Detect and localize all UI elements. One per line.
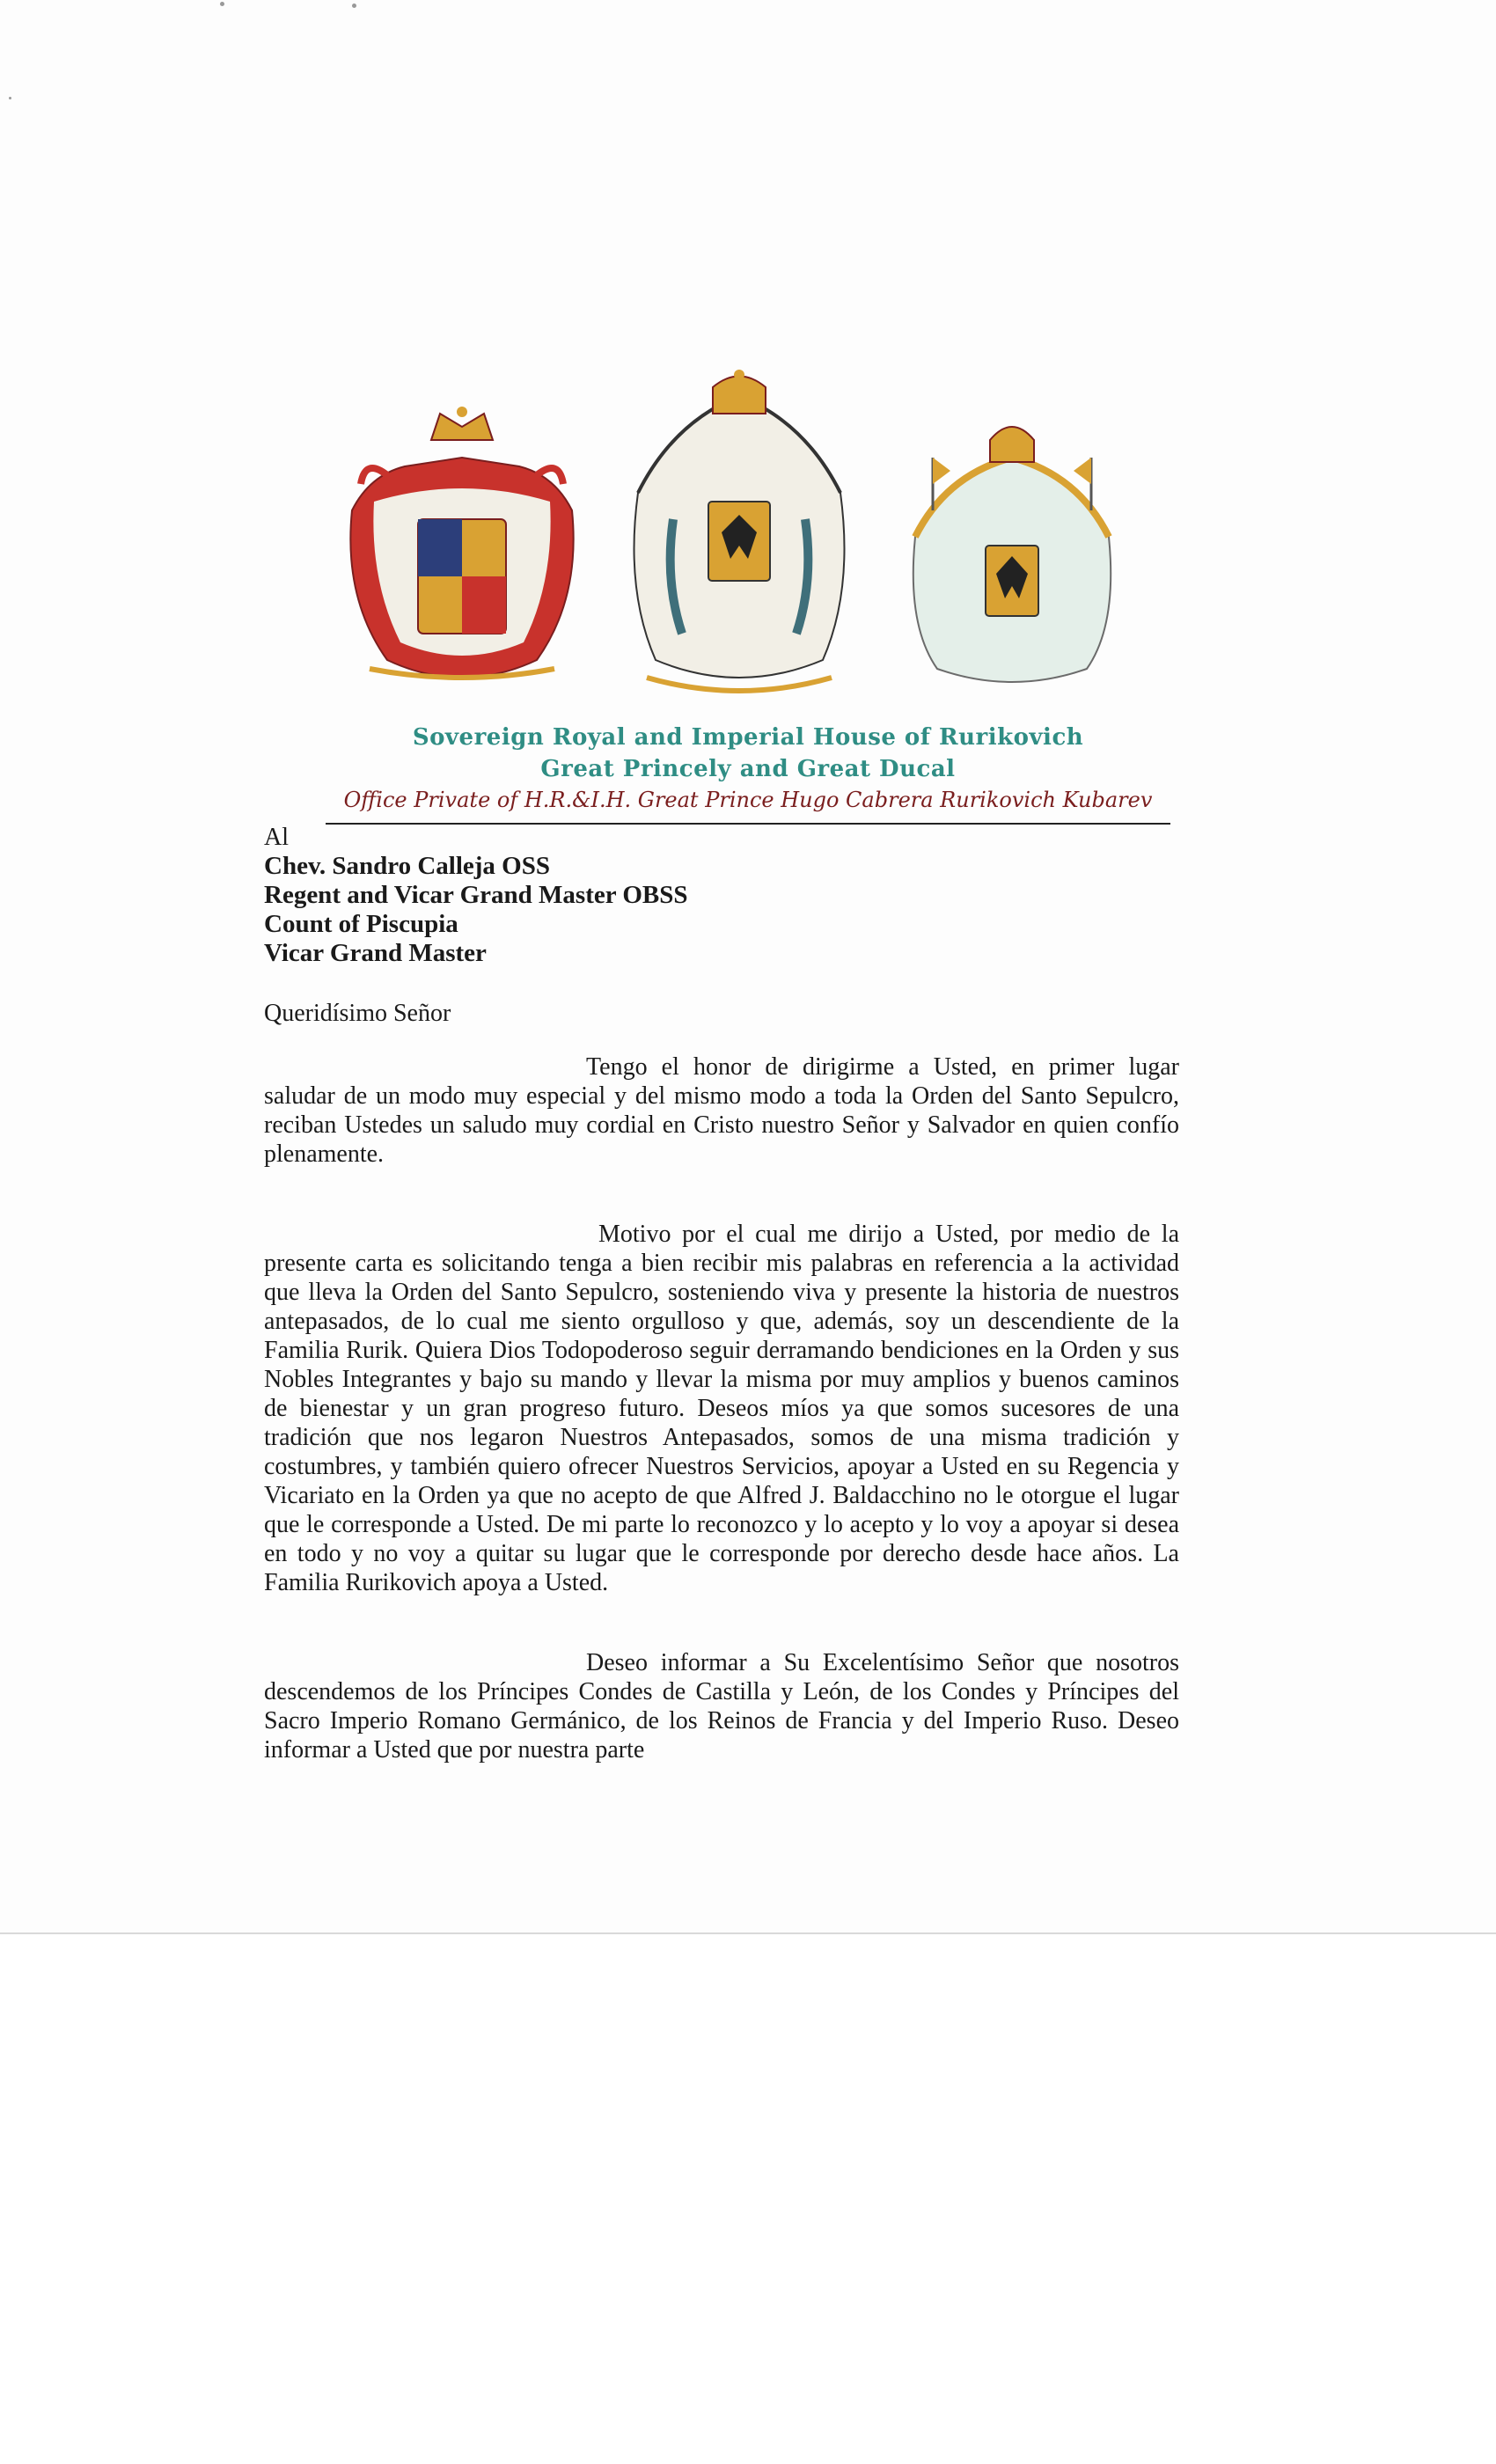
paragraph-2-text: Motivo por el cual me dirijo a Usted, por medio de la presente carta es solicitando tenga a bien recibir mis palabras en referencia a la actividad que lleva la Orden del Santo Sepulcro, sosteniendo viva y presente la historia de nuestros antepasados, de lo cual me siento orgulloso y que, además, soy un descendiente de la Familia Rurik. Quiera Dios Todopoderoso seguir derramando bendiciones en la Orden y sus Nobles Integrantes y bajo su mando y llevar la misma por muy amplios y buenos caminos de bienestar y un gran progreso futuro. Deseos míos ya que somos sucesores de una tradición que nos legaron Nuestros Antepasados, somos de una misma tradición y costumbres, y también quiero ofrecer Nuestros Servicios, apoyar a Usted en su Regencia y Vicariato en la Orden ya que no acepto de que Alfred J. Baldacchino no le otorgue el lugar que le corresponde a Usted. De mi parte lo reconozco y lo acepto y lo voy a apoyar si desea en todo y no voy a quitar su lugar que le corresponde por derecho desde hace años. La Familia Rurikovich apoya a Usted. [264, 1221, 1179, 1596]
coat-of-arms-right-icon [898, 405, 1126, 695]
recipient-line-4: Vicar Grand Master [264, 939, 487, 967]
recipient-line-2: Regent and Vicar Grand Master OBSS [264, 881, 688, 909]
house-title: Sovereign Royal and Imperial House of Rurikovich [412, 724, 1084, 751]
salutation: Queridísimo Señor [264, 1000, 451, 1027]
blank-margin [0, 1934, 1496, 2464]
coat-of-arms-center-icon [612, 370, 867, 713]
scan-speck [9, 97, 11, 99]
letterhead [264, 722, 1232, 815]
recipient-line-1: Chev. Sandro Calleja OSS [264, 852, 550, 880]
scan-speck [220, 2, 224, 6]
coats-of-arms-group [334, 370, 1126, 722]
scan-speck [352, 4, 356, 8]
office-line: Office Private of H.R.&I.H. Great Prince Hugo Cabrera Rurikovich Kubarev [343, 788, 1153, 812]
recipient-prefix: Al [264, 824, 289, 851]
paragraph-3 [264, 1648, 1179, 1764]
paragraph-2 [264, 1220, 1179, 1597]
coat-of-arms-left-icon [334, 405, 590, 695]
paragraph-1 [264, 1052, 1179, 1169]
house-subtitle: Great Princely and Great Ducal [540, 756, 956, 782]
letter-body [264, 823, 1179, 1764]
paragraph-3-text: Deseo informar a Su Excelentísimo Señor que nosotros descendemos de los Príncipes Condes de Castilla y León, de los Condes y Príncipes del Sacro Imperio Romano Germánico, de los Reinos de Francia y del Imperio Ruso. Deseo informar a Usted que por nuestra parte [264, 1649, 1179, 1764]
recipient-line-3: Count of Piscupia [264, 910, 458, 938]
paragraph-1-text: Tengo el honor de dirigirme a Usted, en primer lugar saludar de un modo muy especial y del mismo modo a toda la Orden del Santo Sepulcro, reciban Ustedes un saludo muy cordial en Cristo nuestro Señor y Salvador en quien confío plenamente. [264, 1053, 1179, 1168]
